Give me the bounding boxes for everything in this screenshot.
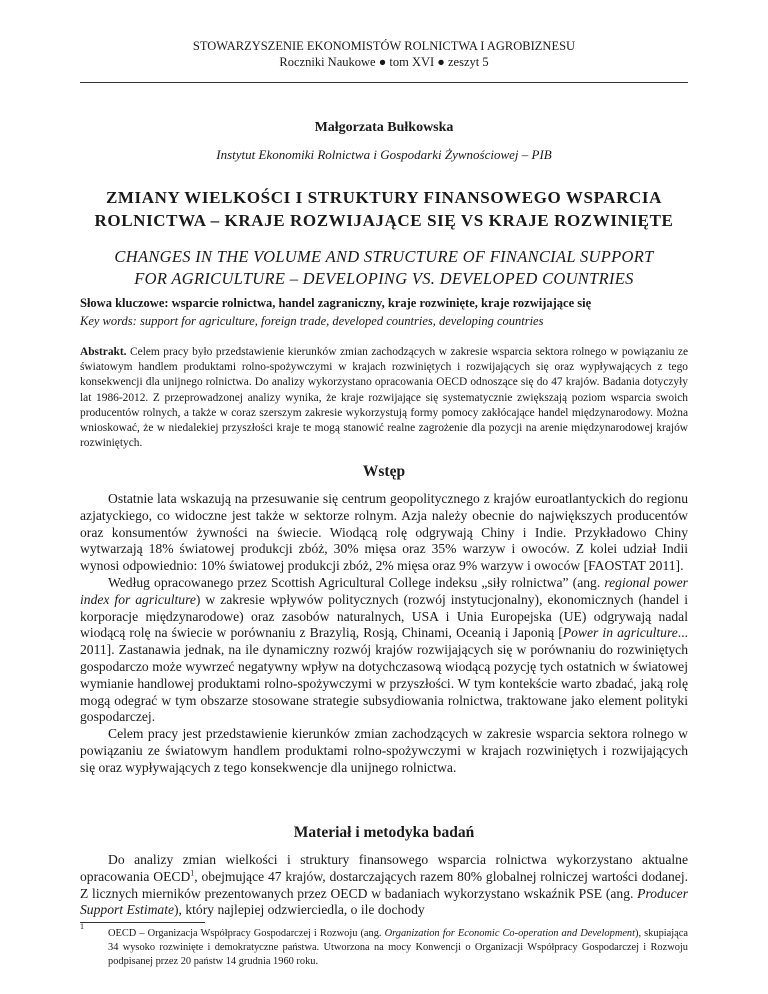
- journal-line: [80, 54, 688, 70]
- keywords-english: Key words: support for agriculture, foreign trade, developed countries, developing countries: [80, 314, 544, 328]
- author-affiliation: Instytut Ekonomiki Rolnictwa i Gospodarki Żywnościowej – PIB: [216, 147, 552, 162]
- bullet-icon: ●: [437, 55, 445, 69]
- abstract-label: Abstrakt.: [80, 346, 127, 358]
- volume: tom XVI: [389, 55, 435, 69]
- journal-name: Roczniki Naukowe: [279, 55, 376, 69]
- footnote-ref: 1: [190, 868, 195, 878]
- bullet-icon: ●: [378, 55, 387, 69]
- paragraph: Celem pracy jest przedstawienie kierunków zmian zachodzących w zakresie wsparcia sektora rolnego w powiązaniu ze światowym handlem produktami rolno-spożywczymi w krajach rozwiniętych i rozwijających się oraz wypływających z tego konsekwencje dla unijnego rolnictwa.: [80, 726, 688, 775]
- title-polish-line: ROLNICTWA – KRAJE ROZWIJAJĄCE SIĘ VS KRAJE ROZWINIĘTE: [94, 211, 674, 230]
- footnote-text: OECD – Organizacja Współpracy Gospodarczej i Rozwoju (ang. Organization for Economic Co-operation and Development), skupiająca 34 wysoko rozwinięte i demokratyczne państwa. Utworzona na mocy Konwencji o Organizacji Współpracy Gospodarczej i Rozwoju podpisanej przez 20 państw 14 grudnia 1960 roku.: [108, 928, 688, 967]
- association-name: STOWARZYSZENIE EKONOMISTÓW ROLNICTWA I AGROBIZNESU: [192, 39, 576, 53]
- keywords-polish: Słowa kluczowe: wsparcie rolnictwa, handel zagraniczny, kraje rozwinięte, kraje rozwijające się: [80, 296, 592, 310]
- methods-body: [80, 852, 688, 919]
- title-english-line: FOR AGRICULTURE – DEVELOPING VS. DEVELOPED COUNTRIES: [134, 269, 634, 288]
- title-english: [80, 246, 688, 290]
- title-polish-line: ZMIANY WIELKOŚCI I STRUKTURY FINANSOWEGO WSPARCIA: [105, 188, 663, 207]
- abstract: [80, 345, 688, 451]
- paragraph: Ostatnie lata wskazują na przesuwanie się centrum geopolitycznego z krajów euroatlantyckich do regionu azjatyckiego, co widoczne jest także w sektorze rolnym. Azja należy obecnie do największych producentów oraz konsumentów żywności na świecie. Wiodącą rolę odgrywają Chiny i Indie. Przykładowo Chiny wytwarzają 18% światowej produkcji zbóż, 30% mięsa oraz 35% warzyw i owoców. Z kolei udział Indii wynosi odpowiednio: 10% światowej produkcji zbóż, 2% mięsa oraz 9% warzyw i owoców [FAOSTAT 2011].: [80, 491, 688, 574]
- issue: zeszyt 5: [447, 55, 489, 69]
- header-divider: [80, 82, 688, 83]
- running-header: [80, 38, 688, 70]
- title-polish: [80, 186, 688, 232]
- author-name: Małgorzata Bułkowska: [314, 120, 454, 135]
- footnote-divider: [80, 922, 205, 923]
- introduction-body: [80, 491, 688, 777]
- section-heading-methods: Materiał i metodyka badań: [293, 824, 475, 841]
- footnote: 1 OECD – Organizacja Współpracy Gospodarczej i Rozwoju (ang. Organization for Economic Co-operation and Development), skupiająca 34 wysoko rozwinięte i demokratyczne państwa. Utworzona na mocy Konwencji o Organizacji Współpracy Gospodarczej i Rozwoju podpisanej przez 20 państw 14 grudnia 1960 roku.: [80, 922, 688, 967]
- abstract-text: Celem pracy było przedstawienie kierunków zmian zachodzących w zakresie wsparcia sektora rolnego w powiązaniu ze światowym handlem produktami rolno-spożywczymi w krajach rozwiniętych i rozwijających się oraz wypływających z tego konsekwencji dla unijnego rolnictwa. Do analizy wykorzystano opracowania OECD odnoszące się do 47 krajów. Badania dotyczyły lat 1986-2012. Z przeprowadzonej analizy wynika, że kraje rozwijające się systematycznie zwiększają poziom wsparcia swoich producentów rolnych, a także w coraz szerszym zakresie wykorzystują formy pomocy zakłócające handel międzynarodowy. Można wnioskować, że w niedalekiej przyszłości kraje te mogą stanowić realne zagrożenie dla pozycji na arenie międzynarodowej krajów rozwiniętych.: [80, 346, 688, 450]
- section-heading-introduction: Wstęp: [362, 463, 406, 480]
- title-english-line: CHANGES IN THE VOLUME AND STRUCTURE OF FINANCIAL SUPPORT: [114, 247, 654, 266]
- paragraph: Do analizy zmian wielkości i struktury finansowego wsparcia rolnictwa wykorzystano aktualne opracowania OECD$^1$, obejmujące 47 krajów, dostarczających razem 80% globalnej rolniczej wartości dodanej. Z licznych mierników prezentowanych przez OECD w badaniach wykorzystano wskaźnik PSE (ang. Producer Support Estimate), który najlepiej odzwierciedla, o ile dochody: [80, 852, 688, 918]
- paragraph: Według opracowanego przez Scottish Agricultural College indeksu „siły rolnictwa” (ang. regional power index for agriculture) w zakresie wpływów politycznych (rozwój instytucjonalny), ekonomicznych (handel i korporacje międzynarodowe) oraz zasobów naturalnych, USA i Unia Europejska (UE) odgrywają nadal wiodącą rolę na świecie w porównaniu z Brazylią, Rosją, Chinami, Oceanią i Japonią [Power in agriculture... 2011]. Zastanawia jednak, na ile dynamiczny rozwój krajów rozwijających się w porównaniu do rozwiniętych gospodarczo może wywrzeć negatywny wpływ na dotychczasową wiodącą pozycję tych ostatnich w światowej wymianie handlowej produktami rolno-spożywczymi w przyszłości. W tym kontekście warto zbadać, jaką rolę mogą odegrać w tym obszarze stosowane strategie subsydiowania rolnictwa, traktowane jako element polityki gospodarczej.: [80, 574, 689, 725]
